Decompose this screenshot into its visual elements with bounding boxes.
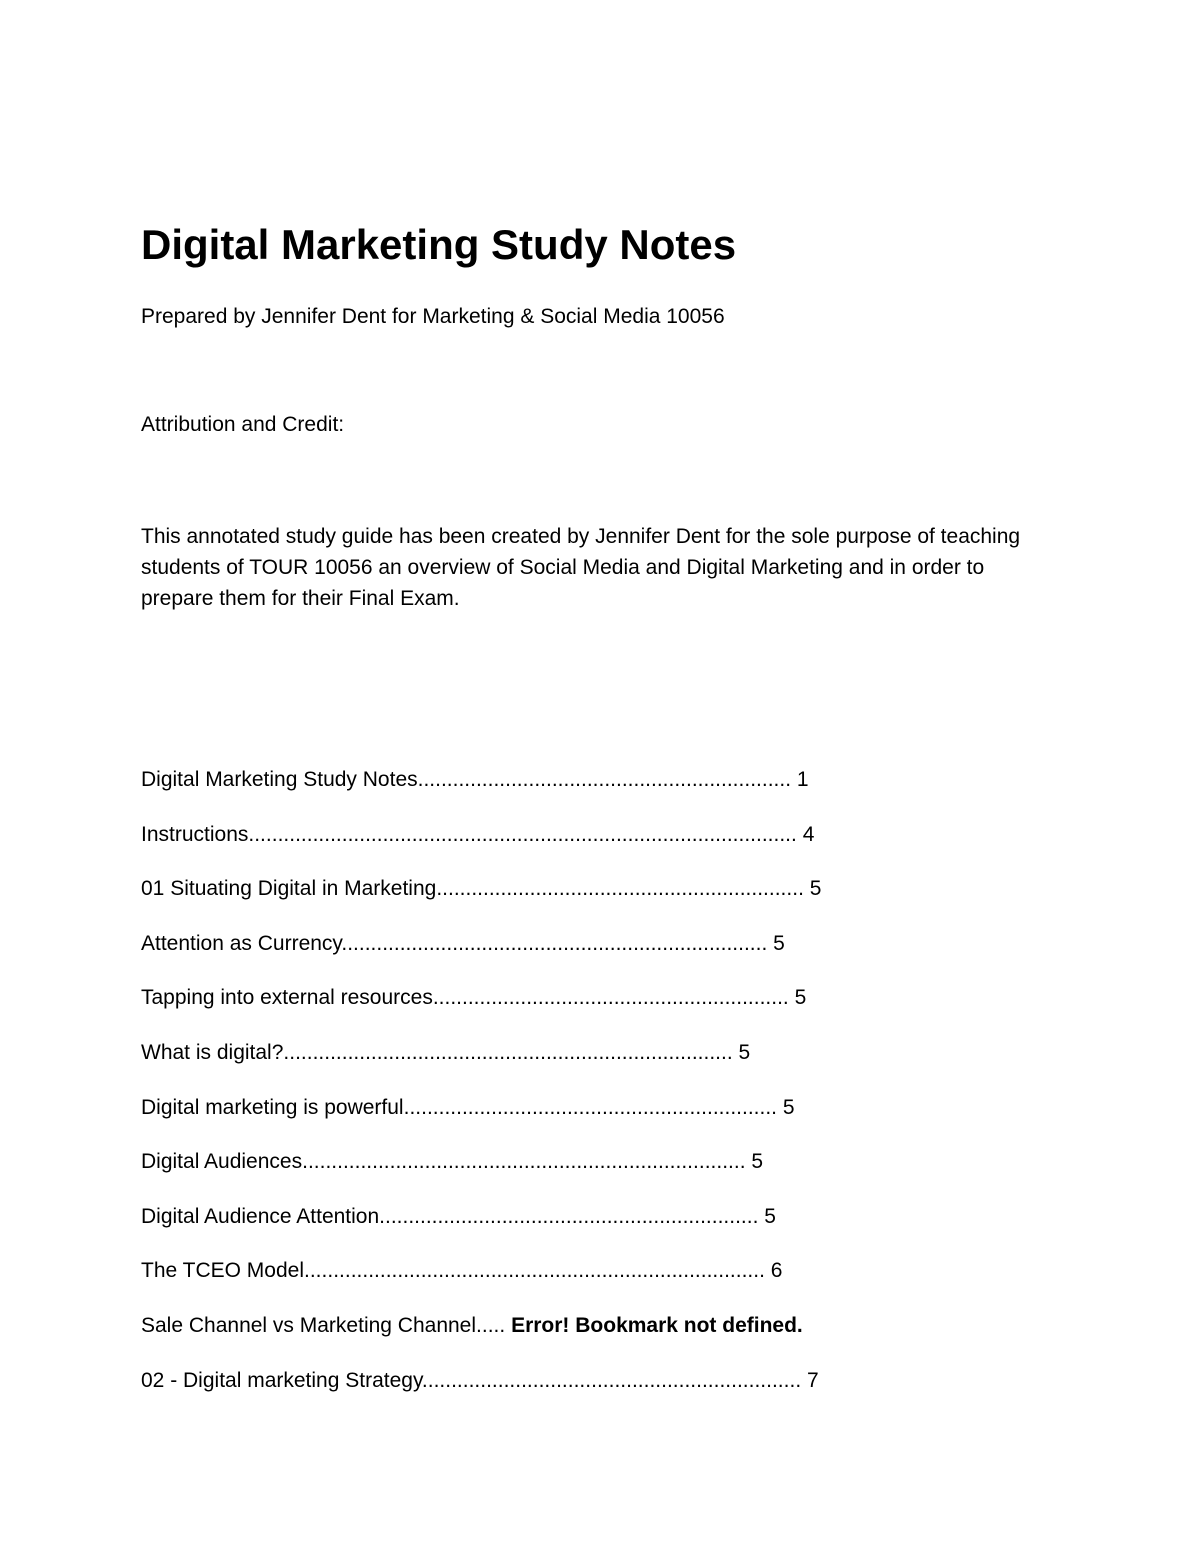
- toc-page-number: 5: [794, 986, 807, 1010]
- toc-entry-label: Digital Audiences: [141, 1150, 303, 1174]
- toc-entry-label: Sale Channel vs Marketing Channel: [141, 1313, 477, 1337]
- toc-entry-label: Tapping into external resources: [141, 986, 433, 1010]
- toc-page-number: 6: [770, 1259, 783, 1283]
- toc-entry-label: Attention as Currency: [141, 931, 342, 955]
- toc-leader-dots: .............................................................: [432, 986, 789, 1010]
- toc-entry[interactable]: [141, 984, 821, 1039]
- toc-entry[interactable]: [141, 1312, 821, 1367]
- toc-entry[interactable]: [141, 875, 821, 930]
- toc-entry[interactable]: [141, 821, 821, 876]
- toc-entry-label: Digital marketing is powerful: [141, 1095, 404, 1119]
- toc-leader-dots: .................................................................: [379, 1204, 759, 1228]
- toc-leader-dots: ...............................................................................: [304, 1259, 765, 1283]
- toc-entry-label: The TCEO Model: [141, 1259, 305, 1283]
- toc-leader-dots: ................................................................: [403, 1095, 778, 1119]
- toc-entry[interactable]: [141, 1367, 821, 1422]
- toc-entry-label: 01 Situating Digital in Marketing: [141, 877, 437, 901]
- document-title: Digital Marketing Study Notes: [141, 221, 737, 268]
- toc-page-number: 5: [809, 877, 822, 901]
- toc-entry[interactable]: [141, 1094, 821, 1149]
- toc-page-number: 5: [751, 1150, 764, 1174]
- toc-page-number: 1: [796, 768, 809, 791]
- table-of-contents: [141, 766, 821, 1421]
- toc-page-number: 5: [764, 1204, 776, 1228]
- document-subtitle: Prepared by Jennifer Dent for Marketing & Social Media 10056: [141, 305, 725, 328]
- toc-leader-dots: ............................................................................: [302, 1150, 746, 1174]
- toc-leader-dots: ...............................................................: [436, 877, 804, 901]
- toc-page-number: 7: [807, 1368, 819, 1392]
- toc-leader-dots: ................................................................: [417, 768, 792, 791]
- toc-leader-dots: .....: [476, 1313, 506, 1337]
- toc-leader-dots: ..............................................................................................: [248, 822, 797, 846]
- toc-page-number: 5: [773, 931, 785, 955]
- toc-entry-label: Digital Audience Attention: [141, 1204, 380, 1228]
- toc-page-number: 5: [782, 1095, 795, 1119]
- toc-bookmark-error: Error! Bookmark not defined.: [511, 1313, 803, 1337]
- toc-page-number: 5: [738, 1040, 751, 1064]
- toc-entry[interactable]: [141, 1257, 821, 1312]
- toc-entry-label: Digital Marketing Study Notes: [141, 768, 418, 791]
- toc-entry[interactable]: [141, 1148, 821, 1203]
- toc-leader-dots: .................................................................: [421, 1368, 802, 1392]
- toc-leader-dots: .............................................................................: [283, 1040, 733, 1064]
- toc-entry[interactable]: [141, 1203, 821, 1258]
- toc-entry[interactable]: [141, 930, 821, 985]
- toc-entry-label: Instructions: [141, 822, 249, 846]
- attribution-body: This annotated study guide has been created by Jennifer Dent for the sole purpose of teaching students of TOUR 10056 an overview of Social Media and Digital Marketing and in order to prepare them for their Final Exam.: [141, 525, 1021, 610]
- toc-entry-label: 02 - Digital marketing Strategy: [141, 1368, 422, 1392]
- toc-page-number: 4: [802, 822, 815, 846]
- attribution-heading: Attribution and Credit:: [141, 413, 345, 436]
- toc-entry[interactable]: [141, 766, 821, 821]
- toc-entry[interactable]: [141, 1039, 821, 1094]
- toc-leader-dots: .........................................................................: [341, 931, 768, 955]
- toc-entry-label: What is digital?: [141, 1040, 284, 1064]
